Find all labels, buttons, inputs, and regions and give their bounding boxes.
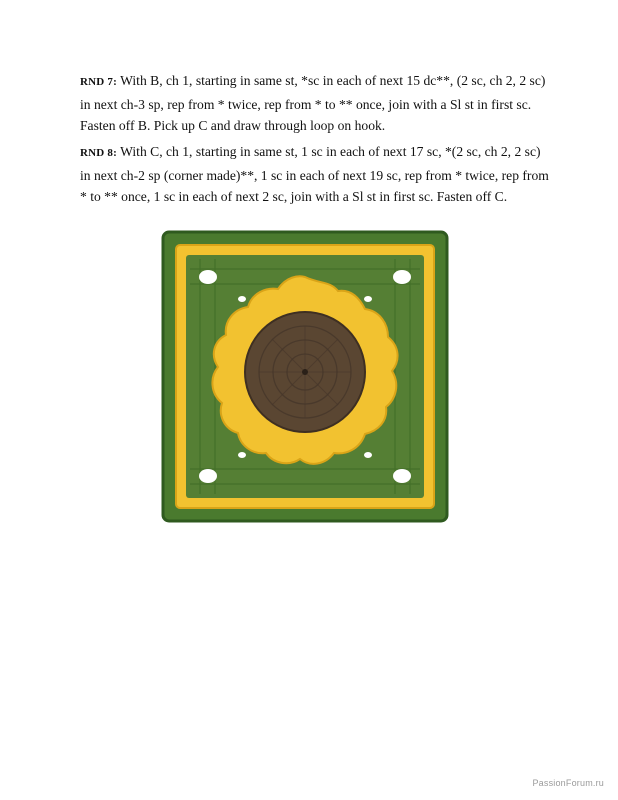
round-8-text: With C, ch 1, starting in same st, 1 sc in each of next 17 sc, *(2 sc, ch 2, 2 sc) in next ch-2 sp (corner made)**, 1 sc in each of next 19 sc, rep from * twice, rep from * to ** once, 1 sc in each of next 2 sc, join with a Sl st in first sc. Fasten off C. xyxy=(80,144,549,204)
round-7-text: With B, ch 1, starting in same st, *sc in each of next 15 dc**, (2 sc, ch 2, 2 sc) in next ch-3 sp, rep from * twice, rep from * to ** once, join with a Sl st in first sc. Fasten off B. Pick up C and draw through loop on hook. xyxy=(80,73,546,133)
round-8-label: RND 8: xyxy=(80,147,117,159)
round-7-instruction xyxy=(80,70,550,137)
round-8-instruction xyxy=(80,141,550,208)
sunflower-square-photo xyxy=(160,229,450,524)
watermark: PassionForum.ru xyxy=(532,778,604,788)
round-7-label: RND 7: xyxy=(80,76,117,88)
center-hole xyxy=(302,369,308,375)
